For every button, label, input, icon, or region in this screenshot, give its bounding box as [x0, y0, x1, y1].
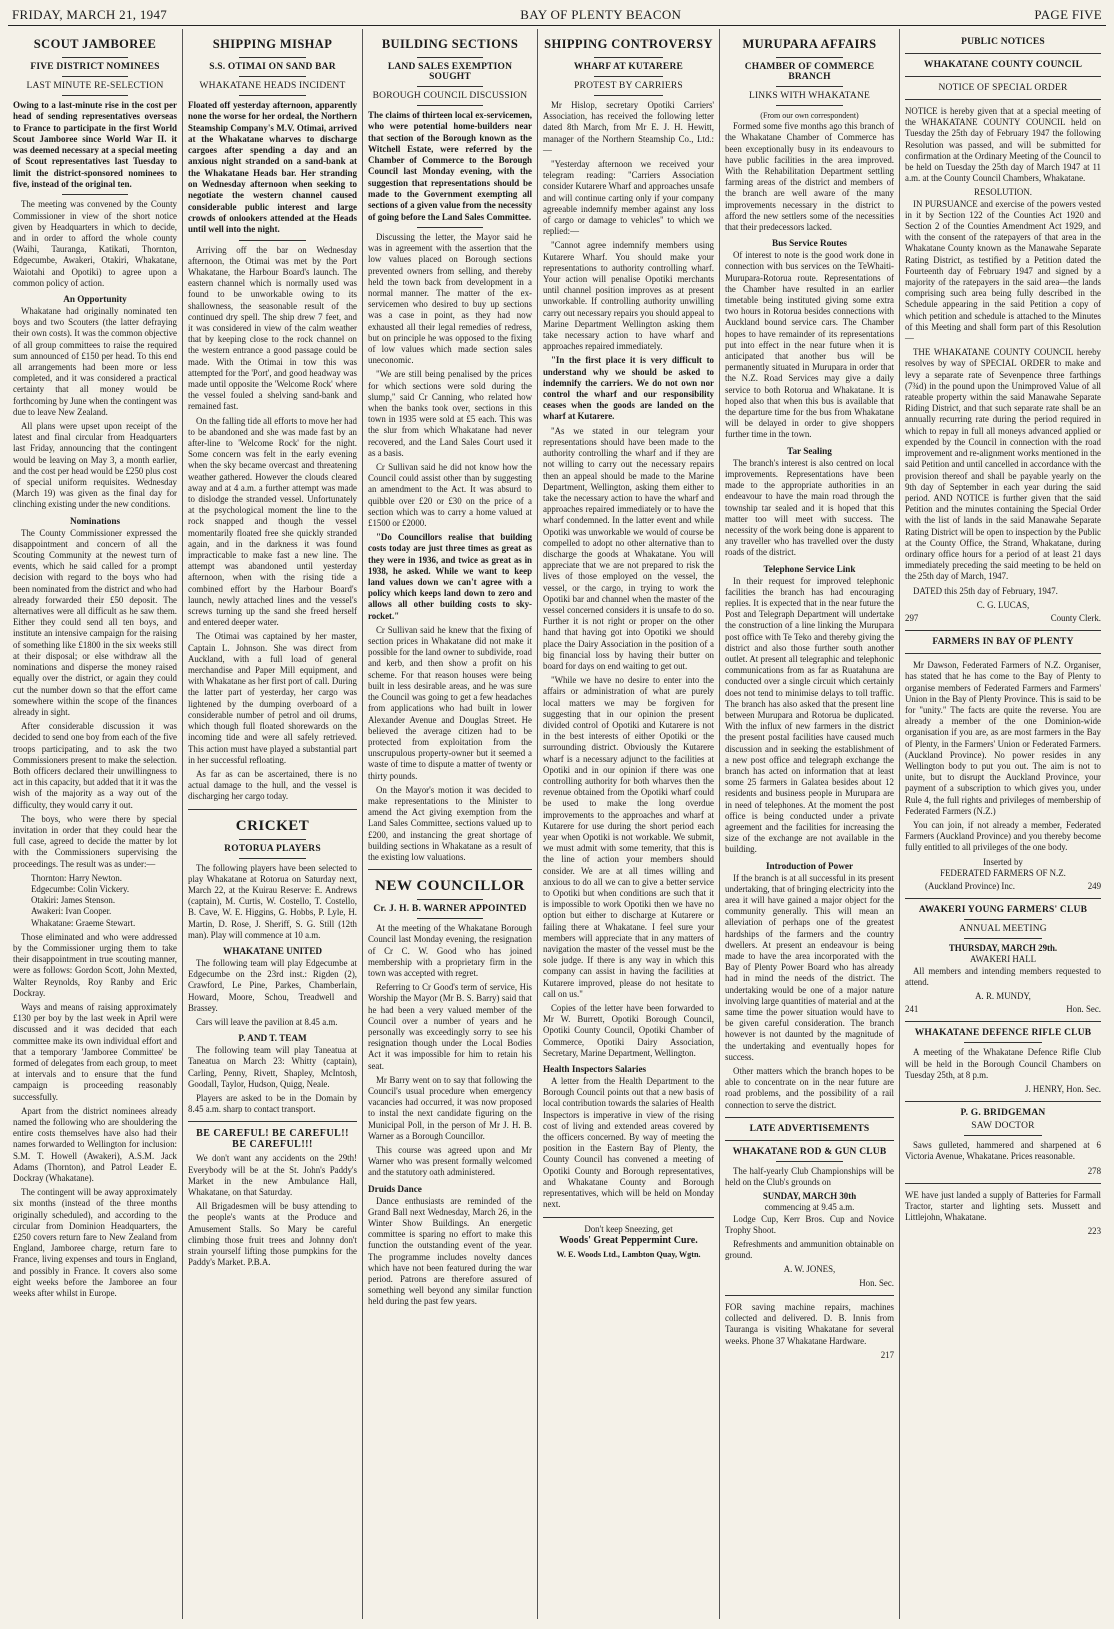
divider — [905, 630, 1101, 631]
section-heading: Tar Sealing — [787, 445, 832, 456]
paragraph: Discussing the letter, the Mayor said he was in agreement with the assertion that the low values placed on Borough sections prevented owners from selling, and thereby held the town back from development in a normal manner. The matter of the ex-servicemen who desired to buy up sections was a case in point, as they had now exhausted all their legal remedies of redress, but on principle he was opposed to the fixing of low values which made section sales uneconomic. — [368, 231, 532, 366]
paragraph: On the falling tide all efforts to move her had to be abandoned and she was made fast by an after-line to 'Welcome Rock' for the night. Some concern was felt in the early evening when the sky became overcast and threatening weather gathered. However the clouds cleared away and at 4 a.m. a further attempt was made to dislodge the stranded vessel. Unfortunately at the psychological moment the line to the rock snapped and though the vessel momentarily floated free she quickly stranded again, and in the darkness it was found impracticable to make fast a new line. The attempt was abandoned until yesterday afternoon, when with the rising tide a combined effort by the Harbour Board's launch, newly attached lines and the vessel's screws turning up the sand she freed herself and entered deeper water. — [188, 415, 357, 628]
paragraph: Of interest to note is the good work done in connection with bus services on the TeWhaiti-Murupara-Rotorua route. Representations of the Chamber have resulted in an earlier timetable being instituted giving some extra two hours in Rotorua besides connections with Auckland bound service cars. The Chamber hopes to have remainder of its representations put into effect in the near future when it is anticipated that another bus will be permanently situated in Murupara in order that the N.Z. Road Services may give a daily service to both Rotorua and Whakatane. It is hoped also that when this bus is available that the departure time for the bus from Whakatane will be delayed in order to give shoppers further time in the town. — [725, 250, 894, 440]
article-headline: NEW COUNCILLOR — [375, 878, 525, 895]
divider — [188, 809, 357, 810]
signature: C. G. LUCAS, — [976, 599, 1030, 610]
paragraph: Arriving off the bar on Wednesday afternoon, the Otimai was met by the Port Whakatane, the Harbour Board's launch. The eastern channel which is normally used was found to be unworkable owing to its shallowness, the seasonable result of the continued dry spell. The ship drew 7 feet, and it was considered in view of the calm weather that by keeping close to the rock channel on the western entrance a good passage could be made. With the Otimai in tow this was attempted for the 'Port', and good headway was made until opposite the 'Welcome Rock' where the vessel fouled a shelving sand-bank and remained fast. — [188, 244, 357, 412]
divider — [239, 839, 307, 840]
signature: J. HENRY, Hon. Sec. — [1024, 1084, 1101, 1095]
notice-headline: BE CAREFUL! BE CAREFUL!! BE CAREFUL!!! — [196, 1128, 349, 1151]
notice-headline: WHAKATANE DEFENCE RIFLE CLUB — [914, 1028, 1092, 1039]
divider — [417, 899, 483, 900]
advert-number: 223 — [1087, 1226, 1101, 1237]
divider — [964, 919, 1042, 920]
paragraph: Referring to Cr Good's term of service, His Worship the Mayor (Mr B. S. Barry) said that he had been a very valued member of the Council over a number of years and he personally was exceedingly sorry to see his resignation though under the Local Bodies Act it was impossible for him to retain his seat. — [368, 982, 532, 1071]
advert-number: 217 — [880, 1349, 894, 1360]
divider — [594, 76, 662, 77]
divider — [725, 1140, 894, 1141]
divider — [905, 1183, 1101, 1184]
article-subhead: WHAKATANE HEADS INCIDENT — [199, 81, 346, 91]
divider — [62, 57, 128, 58]
notice-headline: P. G. BRIDGEMAN — [960, 1108, 1046, 1119]
article-subhead: BOROUGH COUNCIL DISCUSSION — [372, 91, 528, 101]
paragraph: Whakatane had originally nominated ten boys and two Scouters (the latter defraying their own costs). It was the common objective of all group committees to raise the required sum announced of £150 per head. To this end all arrangements had been more or less completed, and it was considered a practical certainty that all money would be forthcoming by June when the contingent was due to leave New Zealand. — [13, 306, 177, 417]
advert-number: 278 — [1087, 1165, 1101, 1176]
nominee: Thornton: Harry Newton. — [31, 872, 122, 883]
paragraph: The boys, who were there by special invitation in order that they could hear the full case, agreed to decide the matter by lot with the Commissioners supervising the proceedings. The result was as under:— — [13, 813, 177, 869]
paragraph: Players are asked to be in the Domain by 8.45 a.m. sharp to contact transport. — [188, 1092, 357, 1115]
nominee: Awakeri: Ivan Cooper. — [31, 906, 112, 917]
section-banner: PUBLIC NOTICES — [961, 37, 1045, 47]
paragraph: "While we have no desire to enter into the affairs or administration of what are purely local matters we may be forgiven for suggesting that in our opinion the present divided control of Opotiki and Kutarere is not in the best interests of either Opotiki or the surrounding district. Obviously the Kutarere wharf is a necessary adjunct to the facilities at Opotiki and in our opinion if there was one controlling authority for both wharves then the revenue obtained from the Opotiki wharf could be used to make the long overdue improvements to the approaches and wharf at Kutarere for use during the short period each year when Opotiki is not workable. We submit, we must admit with some temerity, that this is the line of action your members should consider. We are at all times willing and anxious to do all we can to give a better service to Opotiki but when conditions are such that it is impossible to work Opotiki then we have no option but either to discharge at Kutarere or failing there at Whakatane. I feel sure your members will appreciate that in any matters of navigation the master of the vessel must be the sole judge. If there is any way in which this company can assist in having the facilities at Kutarere improved, please do not hesitate to call on us." — [543, 675, 714, 999]
column-murupara-affairs — [720, 29, 900, 1619]
divider — [776, 1161, 844, 1162]
article-headline: SHIPPING MISHAP — [212, 37, 333, 51]
section-heading: An Opportunity — [63, 294, 127, 304]
article-headline: SHIPPING CONTROVERSY — [544, 37, 713, 51]
paragraph: The branch's interest is also centred on local improvements. Representations have been made to the appropriate authorities in an endeavour to have the main road through the township tar sealed and it is hoped that this matter too will meet with success. The necessity of the work being done is apparent to any traveller who has travelled over the dusty roads of the district. — [725, 457, 894, 558]
divider — [964, 1135, 1042, 1136]
divider — [239, 240, 307, 241]
section-heading: RESOLUTION. — [974, 187, 1032, 198]
article-subhead: PROTEST BY CARRIERS — [574, 81, 683, 91]
divider — [239, 858, 307, 859]
divider — [62, 95, 128, 96]
inserted-by: Inserted by — [983, 856, 1023, 867]
signature-role: 241 Hon. Sec. — [905, 1004, 1101, 1015]
paragraph: After considerable discussion it was decided to send one boy from each of the five troops participating, and to ask the two Commissioners present to make the selection. Both officers declared their unwillingness to act in this capacity, but added that it it was the wish of the majority as a way out of the difficulty, they would carry it out. — [13, 721, 177, 810]
paragraph: A letter from the Health Department to the Borough Council points out that a new basis of local contribution towards the salaries of Health Inspectors is imperative in view of the rising cost of living and extended areas covered by the officers concerned. By way of meeting the position in the Eastern Bay of Plenty, the County Council has convened a meeting of Opotiki County and Borough representatives, and Whakatane County and Borough representatives, which will be held on Monday next. — [543, 1076, 714, 1210]
article-subhead: S.S. OTIMAI ON SAND BAR — [209, 62, 336, 72]
divider — [964, 938, 1042, 939]
paragraph: You can join, if not already a member, Federated Farmers (Auckland Province) and you thereby become fully entitled to all privileges of the one body. — [905, 819, 1101, 853]
divider — [776, 57, 844, 58]
divider — [62, 76, 128, 77]
notice-headline: FARMERS IN BAY OF PLENTY — [932, 637, 1074, 648]
section-heading: Introduction of Power — [765, 860, 854, 871]
columns — [8, 29, 1106, 1619]
divider — [905, 99, 1101, 100]
paragraph: This course was agreed upon and Mr Warner who was present formally welcomed and the statutory oath administered. — [368, 1145, 532, 1178]
divider — [417, 918, 483, 919]
event-time: commencing at 9.45 a.m. — [764, 1202, 855, 1213]
advert-footer: W. E. Woods Ltd., Lambton Quay, Wgtn. — [556, 1249, 701, 1259]
section-heading: Health Inspectors Salaries — [543, 1064, 647, 1075]
advert-headline: WHAKATANE ROD & GUN CLUB — [732, 1146, 887, 1157]
column-scout-jamboree — [8, 29, 183, 1619]
divider — [417, 57, 483, 58]
divider — [62, 194, 128, 195]
article-lead: Owing to a last-minute rise in the cost per head of sending representatives overseas to France to participate in the first World Scout Jamboree since World War II. it was deemed necessary at a special meeting of Scout representatives last Tuesday to limit the district-sponsored nominees to five, instead of the original ten. — [13, 100, 177, 190]
divider — [594, 57, 662, 58]
article-subhead: LAND SALES EXEMPTION SOUGHT — [387, 62, 513, 82]
paragraph: Lodge Cup, Kerr Bros. Cup and Novice Trophy Shoot. — [725, 1213, 894, 1235]
nominee: Edgecumbe: Colin Vickery. — [31, 883, 130, 894]
article-headline: CRICKET — [235, 817, 310, 834]
pull-quote: "Do Councillors realise that building costs today are just three times as great as they were in 1936, and twice as great as in 1938, he asked. While we want to keep land values down we can't agree with a policy which keeps land down to zero and allows all other building costs to sky-rocket." — [368, 532, 532, 621]
section-heading: Telephone Service Link — [763, 563, 856, 574]
issue-date: FRIDAY, MARCH 21, 1947 — [12, 7, 168, 22]
divider — [964, 1042, 1042, 1043]
paragraph: "Cannot agree indemnify members using Kutarere Wharf. You should make your representations to authority controlling wharf. Your action will penalise Opotiki merchants until channel position improves as at present unworkable. If controlling authority unwilling carry out necessary repairs you should appeal to Marine Department Wellington asking them take necessary action to have wharf and approaches repaired immediately. — [543, 240, 714, 352]
paragraph: Ways and means of raising approximately £130 per boy by the last week in April were discussed and it was decided that each committee make its own individual effort and that a temporary 'Jamboree Committee' be formed of delegates from each group, to meet at intervals and to ensure that the fund campaign is proceeding reasonably successfully. — [13, 1001, 177, 1102]
divider — [594, 95, 662, 96]
paragraph: Apart from the district nominees already named the following who are shouldering the entire costs themselves have also had their names forwarded to Wellington for inclusion: S.M. T. Howell (Awakeri), A.S.M. Jack Adams (Thornton), and Patrol Leader E. Dockray (Whakatane). — [13, 1105, 177, 1184]
paragraph: Saws gulleted, hammered and sharpened at 6 Victoria Avenue, Whakatane. Prices reasonable. — [905, 1140, 1101, 1162]
paragraph: The County Commissioner expressed the disappointment and concern of all the Scouting Community at the newest turn of events, which he said called for a prompt decision with regard to the boys who had been nominated from the district and who had already forwarded their £50 deposit. The alternatives were all difficult as he saw them. Either they could send all ten boys, and institute an intensive campaign for the raising of something like £1800 in the six weeks still at their disposal; or else withdraw all the nominations and disperse the money raised equally over the district, or again they could cut the number down so that the effort came somewhere within the scope of the finances already in sight. — [13, 527, 177, 717]
divider — [239, 76, 307, 77]
paragraph: Mr Dawson, Federated Farmers of N.Z. Organiser, has stated that he has come to the Bay of Plenty to organise members of Federated Farmers and Farmers' Union in the Bay of Plenty Province. This is said to be for "unity." The facts are quite the reverse. You are already a member of the one Dominion-wide organisation if you are, as are most farmers in the Bay of Plenty, in the Farmers' Union or Federated Farmers. (Auckland Province). No power resides in any Wellington body to put you out. The aim is not to unite, but to disrupt the Auckland Province, your payment of a subscription to which gives you, under Rule 4, the full rights and privileges of membership of Federated Farmers (N.Z.) — [905, 660, 1101, 816]
paragraph: Mr Barry went on to say that following the Council's usual procedure when emergency vacancies had occurred, it was now proposed to instal the next candidate figuring on the Municipal Poll, in the person of Mr J. H. B. Warner as a Borough Councillor. — [368, 1074, 532, 1141]
nominee: Otakiri: James Stenson. — [31, 895, 116, 906]
divider — [905, 76, 1101, 77]
paragraph: The contingent will be away approximately six months (instead of the three months originally scheduled), and according to the circular from Dominion Headquarters, the £250 covers return fare to New Zealand from England, Jamboree charge, return fare to France, living expenses and tours in England, and possibly in France. It covers also some eight weeks before the Jamboree an four weeks after whilst in Europe. — [13, 1187, 177, 1299]
paragraph: All Brigadesmen will be busy attending to the people's wants at the Produce and Amusement Stalls. So Mary be careful climbing those fruit trees and Johnny don't strain yourself lifting those pumpkins for the Paddy's Market. P.B.A. — [188, 1201, 357, 1268]
article-headline: SCOUT JAMBOREE — [33, 37, 157, 51]
advert-line: Don't keep Sneezing, get — [584, 1223, 673, 1234]
paragraph: Cr Sullivan said he did not know how the Council could assist other than by suggesting an amendment to the Act. It was absurd to quibble over £20 or £30 on the price of a section which was to carry a home valued at £1500 or £2000. — [368, 462, 532, 529]
article-lead: Floated off yesterday afternoon, apparently none the worse for her ordeal, the Northern Steamship Company's M.V. Otimai, arrived at the Whakatane wharves to discharge cargoes after spending a day and an anxious night stranded on a sand-bank at the Whakatane Heads bar. Her stranding on Wednesday afternoon when seeking to negotiate the western channel caused considerable public interest and large crowds of onlookers attended at the Heads until well into the night. — [188, 100, 357, 235]
divider — [776, 105, 844, 106]
section-heading: P. AND T. TEAM — [238, 1033, 307, 1044]
divider — [239, 57, 307, 58]
paragraph: Formed some five months ago this branch of the Whakatane Chamber of Commerce has been exceptionally busy in its endeavours to have public facilities in the area improved. With the Rehabilitation Department settling farming areas of the district and members of the branch are well aware of the many improvements necessary in the district to afford the new settlers some of the necessities that their predecessors lacked. — [725, 121, 894, 233]
paragraph: Dance enthusiasts are reminded of the Grand Ball next Wednesday, March 26, in the Winter Show Buildings. An energetic committee is sparing no effort to make this function the outstanding event of the year. The programme includes novelty dances which have not been featured during the war period. Patrons are therefore assured of something well beyond any similar function held during the past few years. — [368, 1195, 532, 1307]
paragraph: The following team will play Edgecumbe at Edgecumbe on the 23rd inst.: Rigden (2), Crawford, Le Pine, Parkes, Chamberlain, Howard, Moore, Schou, Treadwell and Brassey. — [188, 957, 357, 1013]
paragraph: As far as can be ascertained, there is no actual damage to the hull, and the vessel is discharging her cargo today. — [188, 768, 357, 802]
notice-headline: WHAKATANE COUNTY COUNCIL — [923, 60, 1083, 70]
paper-title: BAY OF PLENTY BEACON — [520, 7, 682, 22]
paragraph: All members and intending members requested to attend. — [905, 965, 1101, 987]
signature-role: Hon. Sec. — [859, 1277, 894, 1288]
advertiser: FEDERATED FARMERS OF N.Z. — [940, 867, 1066, 878]
paragraph: WE have just landed a supply of Batteries for Farmall Tractor, starter and lighting sets. Mussett and Littlejohn, Whakatane. — [905, 1189, 1101, 1223]
divider — [905, 653, 1101, 654]
article-subhead: ROTORUA PLAYERS — [224, 843, 321, 854]
paragraph: Cars will leave the pavilion at 8.45 a.m. — [196, 1016, 338, 1027]
column-building-sections — [363, 29, 538, 1619]
paragraph: FOR saving machine repairs, machines collected and delivered. D. B. Innis from Tauranga is visiting Whakatane for several weeks. Phone 37 Whakatane Hardware. — [725, 1301, 894, 1346]
paragraph: The following players have been selected to play Whakatane at Rotorua on Saturday next, March 22, at the Kuirau Reserve: E. Andrews (captain), M. Curtis, W. Costello, T. Costello, B. Cave, W. E. Higgins, G. Hobbs, P. Lyle, H. Martin, D. Rose, J. Sheriff, S. G. Still (12th man). Play will commence at 10 a.m. — [188, 862, 357, 940]
article-subhead: LINKS WITH WHAKATANE — [748, 91, 871, 101]
notice-subhead: SAW DOCTOR — [971, 1121, 1035, 1132]
article-subhead: CHAMBER OF COMMERCE BRANCH — [744, 62, 875, 82]
divider — [905, 53, 1101, 54]
section-heading: Druids Dance — [368, 1183, 422, 1194]
section-heading: WHAKATANE UNITED — [223, 945, 322, 956]
divider — [776, 86, 844, 87]
event-place: AWAKERI HALL — [969, 954, 1037, 965]
paragraph: "As we stated in our telegram your representations should have been made to the authority controlling the wharf and if they are not willing to carry out the necessary repairs then an appeal should be made to the Marine Department, Wellington, asking them either to take the necessary action to have the wharf and approaches repaired immediately or to have the wharf condemned. In the latter event and while Opotiki was unworkable we would of course be compelled to adopt no other alternative than to discharge the goods at Whakatane. You will appreciate that we are not prepared to risk the lives of those employed on the vessel, the vessel, or the cargo, in trying to work the Opotiki bar and channel when the master of the vessel concerned considers it is unsafe to do so. Further it is not right or proper on the other hand that having got into Opotiki we should place the Dairy Association in the position of a big financial loss by having their butter on board for days on end waiting to get out. — [543, 425, 714, 671]
paragraph: We don't want any accidents on the 29th! Everybody will be at the St. John's Paddy's Market in the new Ambulance Hall, Whakatane, on that Saturday. — [188, 1153, 357, 1197]
article-subhead: Cr. J. H. B. WARNER APPOINTED — [373, 904, 527, 915]
paragraph: Mr Hislop, secretary Opotiki Carriers' Association, has received the following letter dated 8th March, from Mr E. J. H. Hewitt, manager of the Northern Steamship Co., Ltd.:— — [543, 100, 714, 155]
notice-subhead: NOTICE OF SPECIAL ORDER — [938, 83, 1068, 93]
divider — [725, 1117, 894, 1118]
article-subhead: FIVE DISTRICT NOMINEES — [30, 62, 160, 72]
divider — [188, 1121, 357, 1122]
signature: A. W. JONES, — [783, 1264, 836, 1275]
divider — [905, 1101, 1101, 1102]
paragraph: The following team will play Taneatua at Taneatua on March 23: Whitty (captain), Carling, Penny, Rivett, Shapley, McIntosh, Goodall, Taylor, Hudson, Quigg, Neale. — [188, 1045, 357, 1089]
advertiser-line: (Auckland Province) Inc. 249 — [925, 881, 1101, 891]
divider — [417, 227, 483, 228]
divider — [417, 86, 483, 87]
divider — [905, 898, 1101, 899]
notice-subhead: ANNUAL MEETING — [959, 924, 1047, 935]
event-date: SUNDAY, MARCH 30th — [762, 1191, 857, 1202]
paragraph: "We are still being penalised by the prices for which sections were sold during the slump," said Cr Canning, who related how when the banks took over, sections in this town in 1935 were sold at £5 each. This was the slur from which Whakatane had never recovered, and the Land Sales Court used it as a basis. — [368, 369, 532, 458]
byline: (From our own correspondent) — [760, 111, 859, 120]
paragraph: A meeting of the Whakatane Defence Rifle Club will be held in the Borough Council Chambers on Tuesday 25th, at 8 p.m. — [905, 1047, 1101, 1080]
notice-headline: AWAKERI YOUNG FARMERS' CLUB — [918, 905, 1088, 916]
column-shipping-mishap — [183, 29, 363, 1619]
signature: A. R. MUNDY, — [975, 991, 1031, 1002]
paragraph: If the branch is at all successful in its present undertaking, that of bringing electricity into the area it will have gained a major object for the community generally. This will mean an alleviation of perhaps one of the greatest hardships of the farmers and the country dwellers. At present an endeavour is being made to have the area incorporated with the Bay of Plenty Power Board who has already had in mind the needs of the district. The undertaking would be one of a major nature involving large quantities of material and at the same time the power situation would have to be given careful consideration. The branch however is not daunted by the magnitude of the undertaking and eventually hopes for success. — [725, 872, 894, 1062]
page-number: PAGE FIVE — [1034, 7, 1102, 22]
article-headline: MURUPARA AFFAIRS — [742, 37, 877, 51]
paragraph: THE WHAKATANE COUNTY COUNCIL hereby resolves by way of SPECIAL ORDER to make and levy a separate rate of Sevenpence three farthings (7¾d) in the pound upon the Unimproved Value of all rateable property within the said Manawahe Separate Riding District, and that such separate rate shall be an annually recurring rate during the period required in which to repay in full all moneys advanced applied or expended by the Council in connection with the road improvement and re-alignment works mentioned in the said Petition and until cancelled in accordance with the provision thereof and shall be payable yearly on the 9th day of September in each year during the said period. AND NOTICE is further given that the said Petition and the minutes containing the Special Order with the list of lands in the said Manawahe Separate Rating District will be open to inspection by the Public at the County Office, the Strand, Whakatane, during ordinary office hours for a period of at least 21 days immediately preceding the said meeting to be held on the 25th day of March, 1947. — [905, 347, 1101, 582]
article-lead: The claims of thirteen local ex-servicemen, who were potential home-builders near that section of the Borough known as the Witchell Estate, were referred by the Chamber of Commerce to the Borough Council last Monday evening, with the suggestion that representations should be made to the Government exempting all sections of a given value from the necessity of going before the Land Sales Committee. — [368, 110, 532, 222]
event-date: THURSDAY, MARCH 29th. — [948, 943, 1058, 954]
paragraph: All plans were upset upon receipt of the latest and final circular from Headquarters last Friday, announcing that the contingent would be leaving on May 3, a month earlier, and the cost per head would be £250 plus cost of special uniform requisites. Wednesday (March 19) was given as the final day for clinching existing under the new conditions. — [13, 421, 177, 510]
section-banner: LATE ADVERTISEMENTS — [749, 1123, 870, 1134]
article-headline: BUILDING SECTIONS — [381, 37, 519, 51]
divider — [368, 869, 532, 870]
advert-title: Woods' Great Peppermint Cure. — [559, 1234, 698, 1246]
paragraph: Refreshments and ammunition obtainable on ground. — [725, 1239, 894, 1261]
pull-quote: "In the first place it is very difficult to understand why we should be asked to indemnify the carriers. We do not own nor control the wharf and our responsibility ceases when the goods are landed on the wharf at Kutarere. — [543, 355, 714, 422]
paragraph: "Yesterday afternoon we received your telegram reading: "Carriers Association consider Kutarere Wharf and approaches unsafe and will continue carting only if your company agreeable indemnify member against any loss of cargo or damage to vehicles" to which we replied:— — [543, 159, 714, 237]
divider — [239, 95, 307, 96]
article-subhead: WHARF AT KUTARERE — [573, 62, 684, 72]
paragraph: Cr Sullivan said he knew that the fixing of section prices in Whakatane did not make it possible for the land owner to subdivide, road and kerb, and then show a profit on his scheme. For that reason houses were being built in less desirable areas, and he was sure the Council was going to get a few headaches from applications who had built in lower Alexander Avenue and Douglas Street. He believed the average citizen had to be protected from exploitation from the unscrupulous property-owner but it seemed a waste of time to dispute a matter of twenty or thirty pounds. — [368, 624, 532, 781]
section-heading: Bus Service Routes — [771, 238, 848, 249]
paragraph: Other matters which the branch hopes to be able to concentrate on in the near future are road problems, and the possibility of a rail connection to serve the district. — [725, 1066, 894, 1110]
divider — [725, 1295, 894, 1296]
column-shipping-controversy — [538, 29, 720, 1619]
article-subhead: LAST MINUTE RE-SELECTION — [26, 81, 164, 91]
section-heading: Nominations — [69, 515, 121, 526]
paragraph: The half-yearly Club Championships will be held on the Club's grounds on — [725, 1165, 894, 1188]
signature-role: 297 County Clerk. — [905, 612, 1101, 623]
paragraph: Those eliminated and who were addressed by the Commissioner urging them to take their disappointment in true scouting manner, were as follows: Gordon Scott, John Mexted, Walter Reynolds, Roy Ranby and Eric Dockray. — [13, 931, 177, 998]
column-public-notices — [900, 29, 1106, 1619]
paragraph: In their request for improved telephonic facilities the branch has had encouraging replies. It is expected that in the near future the Post and Telegraph Department will undertake the construction of a line linking the Murupara post office with Te Teko and thereby giving the district and also those further south another outlet. At present all telegraphic and telephonic communications from as far as Ruatahuna are conducted over a single circuit which certainly does not tend to minimise delays to toll traffic. The branch has also asked that the present line between Murupara and Rotorua be duplicated. With the influx of new farmers in the district the present postal facilities have caused much discussion and in seeking the establishment of a new post office and telegraph exchange the branch has acted on information that at least some 25 farmers in Galatea besides about 12 residents and business people in Murupara are in need of telephones. At the moment the post office is being conducted under a private agreement and the facilities for increasing the size of the exchange are not available in the building. — [725, 575, 894, 855]
divider — [905, 1021, 1101, 1022]
paragraph: The Otimai was captained by her master, Captain L. Johnson. She was direct from Auckland, with a full load of general merchandise and Paper Mill equipment, and with Whakatane as her first port of call. During the latter part of yesterday, her cargo was lightened by the dumping overboard of a considerable number of petrol and oil drums, which though full floated shorewards on the incoming tide and were all safely retrieved. This action must have played a substantial part in her successful refloating. — [188, 631, 357, 765]
nominee: Whakatane: Graeme Stewart. — [31, 917, 136, 928]
paragraph: At the meeting of the Whakatane Borough Council last Monday evening, the resignation of Cr C. W. Good who has joined membership with a proprietary firm in the town was accepted with regret. — [368, 923, 532, 978]
divider — [543, 1217, 714, 1218]
paragraph: DATED this 25th day of February, 1947. — [913, 585, 1058, 596]
divider — [417, 105, 483, 106]
paragraph: Copies of the letter have been forwarded to Mr W. Burrett, Opotiki Borough Council, Opotiki County Council, Opotiki Chamber of Commerce, Opotiki Dairy Association, Secretary, Marine Department, Wellington. — [543, 1003, 714, 1058]
paragraph: On the Mayor's motion it was decided to make representations to the Minister to amend the Act giving exemption from the Land Sales Committee, sections valued up to £200, and instancing the great shortage of building sections in Whakatane as a result of the existing low valuations. — [368, 784, 532, 862]
masthead — [8, 6, 1106, 26]
paragraph: NOTICE is hereby given that at a special meeting of the WHAKATANE COUNTY COUNCIL held on Tuesday the 25th day of February 1947 the following Resolution was passed, and will be submitted for confirmation at the Ordinary Meeting of the Council to be held on Tuesday the 25th day of March 1947 at 11 a.m. at the County Council Chambers, Whakatane. — [905, 106, 1101, 184]
paragraph: IN PURSUANCE and exercise of the powers vested in it by Section 122 of the Counties Act 1920 and Section 2 of the Counties Amendment Act 1929, and with the consent of the ratepayers of that area in the Whakatane County known as the Manawahe Separate Rating District, as testified by a Petition dated the Fourteenth day of February 1947 and signed by a majority of the ratepayers in the said area—the lands comprising such area being fully described in the Schedule appearing in the said Petition a copy of which petition and schedule is attached to the Minutes of this Meeting and shall form part of this Resolution— — [905, 198, 1101, 344]
paragraph: The meeting was convened by the County Commissioner in view of the short notice given by Headquarters in which to decide, and in order to afford the whole county (Waihi, Tauranga, Katikati, Thornton, Edgecumbe, Awakeri, Otakiri, Whakatane, Waiotahi and Opotiki) to agree upon a common policy of action. — [13, 199, 177, 288]
